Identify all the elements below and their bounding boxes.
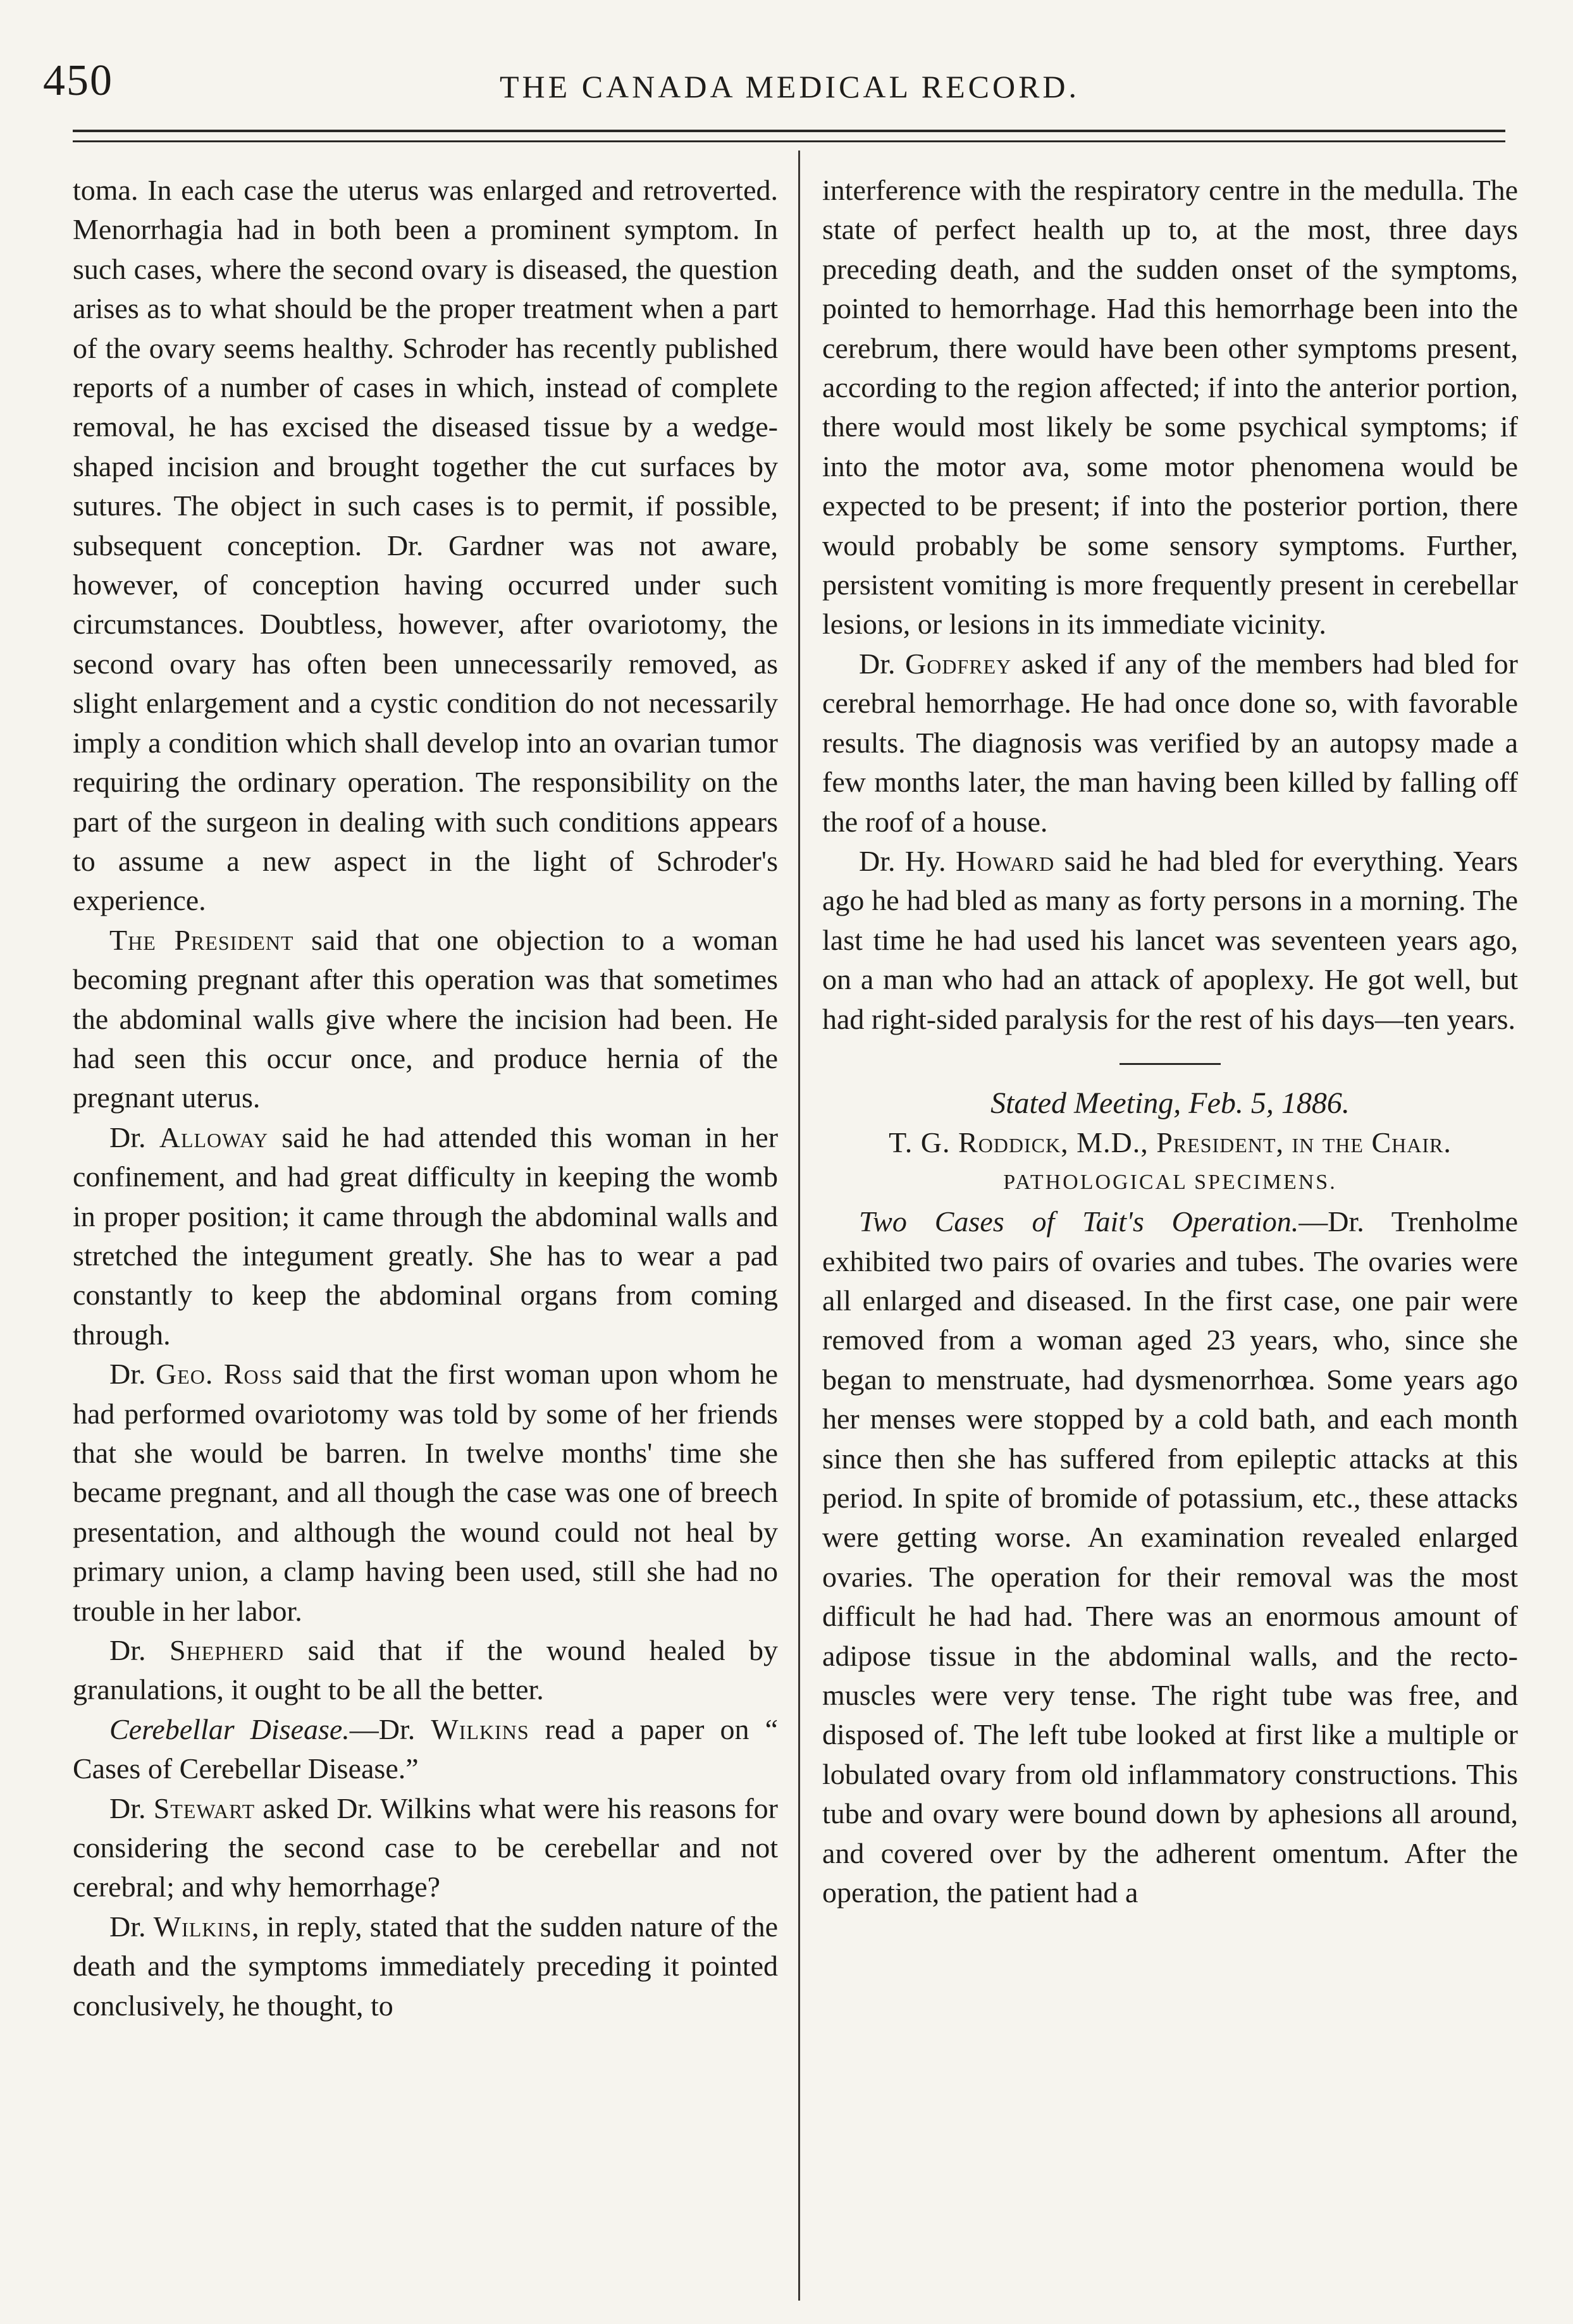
speaker-wilkins-reply: Wilkins [153,1910,252,1943]
section-divider [1120,1063,1221,1065]
alloway-prefix: Dr. [109,1121,159,1153]
paragraph-medulla: interference with the respiratory centre in the medulla. The state of perfect health up to, at the most, three days preceding death, and the sudden onset of the symptoms, pointed to hemorrhage. Had this hemorrhage been into the cerebrum, there would have been other symptoms present, according to the region affected; if into the anterior portion, there would most likely be some psychical symptoms; if into the motor ava, some motor phenomena would be expected to be present; if into the posterior portion, there would probably be some sensory symptoms. Further, persistent vomiting is more frequently present in cerebellar lesions, or lesions in its immediate vicinity. [822,174,1518,641]
paragraph-howard [822,842,1518,1039]
stewart-prefix: Dr. [109,1792,154,1824]
speaker-wilkins-paper: Wilkins [431,1712,529,1745]
paragraph-schroder: toma. In each case the uterus was enlarged and retroverted. Menorrhagia had in both been a prominent symptom. In such cases, where the second ovary is diseased, the question arises as to what should be the proper treatment when a part of the ovary seems healthy. Schroder has recently published reports of a number of cases in which, instead of complete removal, he has excised the diseased tissue by a wedge-shaped incision and brought together the cut surfaces by sutures. The object in such cases is to permit, if possible, subsequent conception. Dr. Gardner was not aware, however, of conception having occurred under such circumstances. Doubtless, however, after ovariotomy, the second ovary has often been unnecessarily removed, as slight enlargement and a cystic condition do not necessarily imply a condition which shall develop into an ovarian tumor requiring the ordinary operation. The responsibility on the part of the surgeon in dealing with such conditions appears to assume a new aspect in the light of Schroder's experience. [73,174,778,917]
paragraph-ross [73,1355,778,1631]
speaker-godfrey: Godfrey [904,647,1012,680]
paragraph-cerebellar [73,1710,778,1789]
paragraph-tait [822,1202,1518,1912]
ross-text: said that the first woman upon whom he had performed ovariotomy was told by some of her friends that she would be barren. In twelve months' time she became pregnant, and all though the case was one of breech presentation, and although the wound could not heal by primary union, a clamp having been used, still she had no trouble in her labor. [73,1358,778,1627]
howard-text: said he had bled for everything. Years ago he had bled as many as forty persons in a morning. The last time he had used his lancet was seventeen years ago, on a man who had an attack of apoplexy. He got well, but had right-sided paralysis for the rest of his days—ten years. [822,844,1518,1035]
section-heading: PATHOLOGICAL SPECIMENS. [1003,1170,1337,1194]
paragraph-shepherd [73,1631,778,1710]
president-text: said that one objection to a woman becoming pregnant after this operation was that sometimes the abdominal walls give where the incision had been. He had seen this occur once, and produce hernia of the pregnant uterus. [73,923,778,1114]
chair-heading: T. G. Roddick, M.D., President, in the Chair. [889,1126,1452,1159]
left-column [73,171,778,2026]
right-column [822,171,1518,1912]
wilkins-reply-text: , in reply, stated that the sudden nature of the death and the symptoms immediately preceding it pointed conclusively, he thought, to [73,1910,779,2022]
tait-title: Two Cases of Tait's Operation. [859,1205,1299,1238]
tait-text: —Dr. Trenholme exhibited two pairs of ovaries and tubes. The ovaries were all enlarged and diseased. In the first case, one pair were removed from a woman aged 23 years, who, since she began to menstruate, had dysmenorrhœa. Some years ago her menses were stopped by a cold bath, and each month since then she has suffered from epileptic attacks at this period. In spite of bromide of potassium, etc., these attacks were getting worse. An examination revealed enlarged ovaries. The operation for their removal was the most difficult he had had. There was an enormous amount of adipose tissue in the abdominal walls, and the recto-muscles were very tense. The right tube was free, and disposed of. The left tube looked at first like a multiple or lobulated ovary from old inflammatory constructions. This tube and ovary were bound down by aphesions all around, and covered over by the adherent omentum. After the operation, the patient had a [822,1205,1518,1909]
page-number: 450 [43,56,113,105]
godfrey-text: asked if any of the members had bled for cerebral hemorrhage. He had once done so, with favorable results. The diagnosis was verified by an autopsy made a few months later, the man having been killed by falling off the roof of a house. [822,647,1518,838]
header-rule-top [73,130,1505,132]
howard-prefix: Dr. Hy. [859,844,956,877]
speaker-alloway: Alloway [159,1121,269,1153]
journal-running-head: THE CANADA MEDICAL RECORD. [500,69,1080,104]
column-divider [798,151,800,2301]
paragraph-godfrey [822,644,1518,842]
alloway-text: said he had attended this woman in her confinement, and had great difficulty in keeping the womb in proper position; it came through the abdominal walls and stretched the integument greatly. She has to wear a pad constantly to keep the abdominal organs from coming through. [73,1121,779,1351]
wilkins-prefix: Dr. [109,1910,154,1943]
shepherd-text: said that if the wound healed by granulations, it ought to be all the better. [73,1634,779,1706]
cerebellar-dash: —Dr. [349,1712,431,1745]
shepherd-prefix: Dr. [109,1634,170,1667]
meeting-heading: Stated Meeting, Feb. 5, 1886. [990,1086,1350,1120]
ross-prefix: Dr. [109,1358,156,1391]
speaker-president: The President [109,923,294,956]
cerebellar-title: Cerebellar Disease. [109,1712,350,1745]
paragraph-wilkins-reply [73,1907,778,2026]
speaker-shepherd: Shepherd [169,1634,285,1667]
speaker-howard: Howard [955,844,1055,877]
stewart-text: asked Dr. Wilkins what were his reasons for considering the second case to be cerebellar and not cerebral; and why hemorrhage? [73,1792,778,1903]
paragraph-stewart [73,1789,778,1907]
header-rule-bottom [73,140,1505,142]
speaker-stewart: Stewart [153,1792,256,1824]
paragraph-alloway [73,1118,778,1355]
speaker-ross: Geo. Ross [155,1358,283,1391]
paragraph-president [73,921,778,1118]
godfrey-prefix: Dr. [859,647,905,680]
cerebellar-text: read a paper on “ Cases of Cerebellar Disease.” [73,1712,778,1785]
